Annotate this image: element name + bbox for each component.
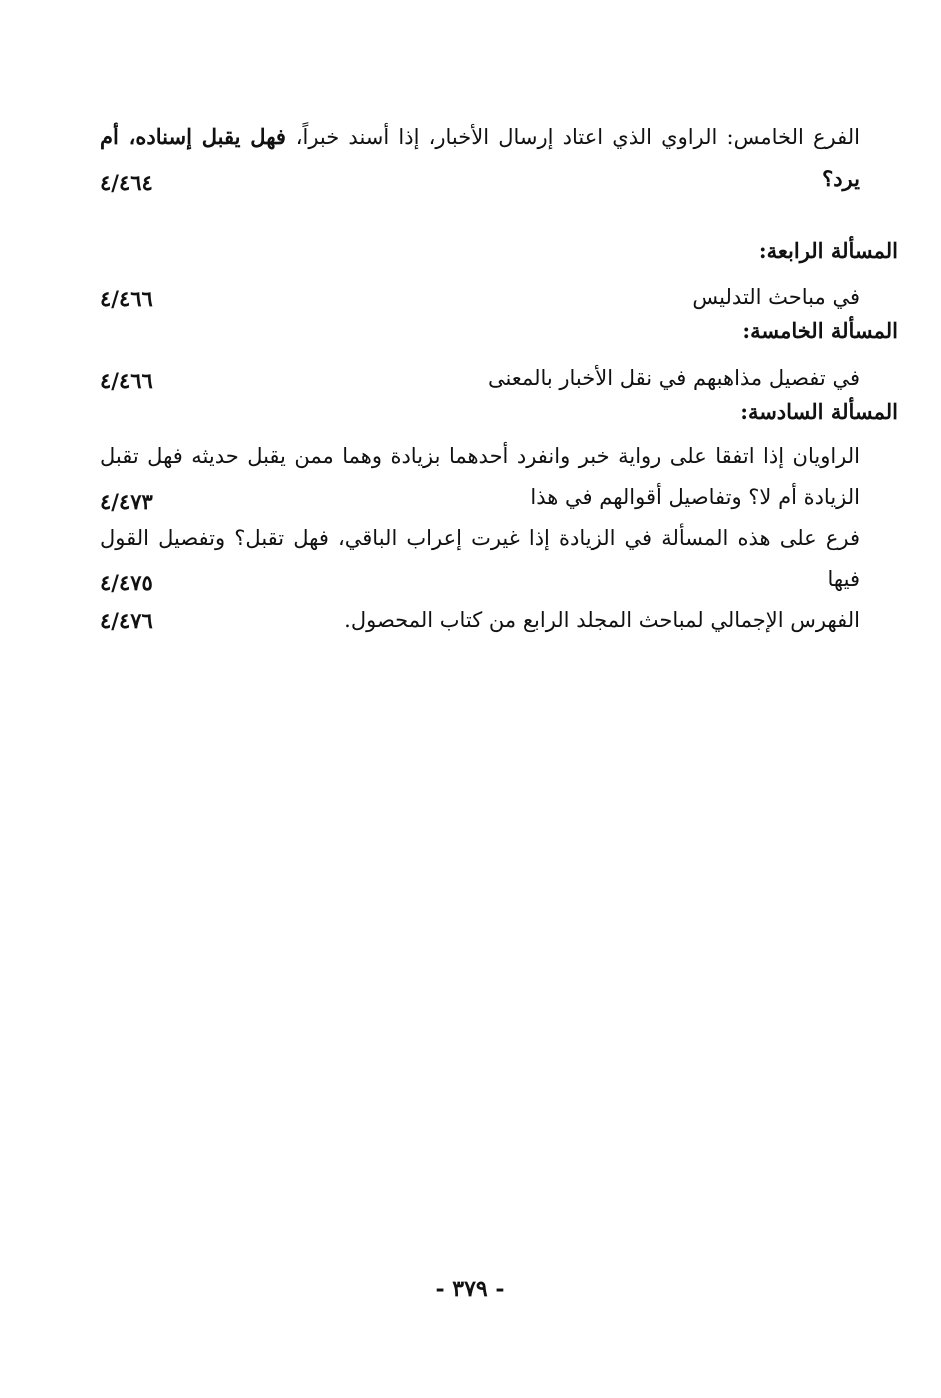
section-heading-sixth: المسألة السادسة: (740, 399, 898, 424)
page-number: - ٣٧٩ - (435, 1276, 505, 1302)
toc-entry-text: في مباحث التدليس (692, 285, 860, 309)
toc-entry-page-ref: ٤/٤٦٦ (100, 368, 153, 393)
toc-entry-text: الفرع الخامس: الراوي الذي اعتاد إرسال الأخبار، إذا أسند خبراً، (295, 125, 860, 149)
toc-entry-meaning-transmission (100, 358, 860, 399)
toc-entry-page-ref: ٤/٤٦٤ (100, 170, 153, 195)
toc-entry-page-ref: ٤/٤٧٥ (100, 570, 153, 595)
section-heading-fifth: المسألة الخامسة: (742, 318, 898, 343)
toc-entry-text: فرع على هذه المسألة في الزيادة إذا غيرت إعراب الباقي، فهل تقبل؟ وتفصيل القول فيها (100, 526, 860, 591)
toc-entry-addition-branch (100, 518, 860, 600)
toc-entry-page-ref: ٤/٤٦٦ (100, 286, 153, 311)
toc-entry-text: الراويان إذا اتفقا على رواية خبر وانفرد أحدهما بزيادة وهما ممن يقبل حديثه فهل تقبل الزيادة أم لا؟ وتفاصيل أقوالهم في هذا (100, 444, 860, 509)
toc-entry-text: الفهرس الإجمالي لمباحث المجلد الرابع من كتاب المحصول. (344, 608, 860, 632)
section-heading-fourth: المسألة الرابعة: (758, 238, 898, 263)
toc-entry-branch-five (100, 116, 860, 200)
toc-entry-text: في تفصيل مذاهبهم في نقل الأخبار بالمعنى (487, 366, 860, 390)
toc-entry-two-narrators (100, 436, 860, 518)
toc-entry-tadlis (100, 277, 860, 318)
toc-entry-general-index (100, 600, 860, 641)
toc-entry-text-bold: فهل يقبل إسناده، أم يرد؟ (100, 124, 860, 191)
toc-entry-page-ref: ٤/٤٧٣ (100, 489, 153, 514)
toc-entry-page-ref: ٤/٤٧٦ (100, 608, 153, 633)
